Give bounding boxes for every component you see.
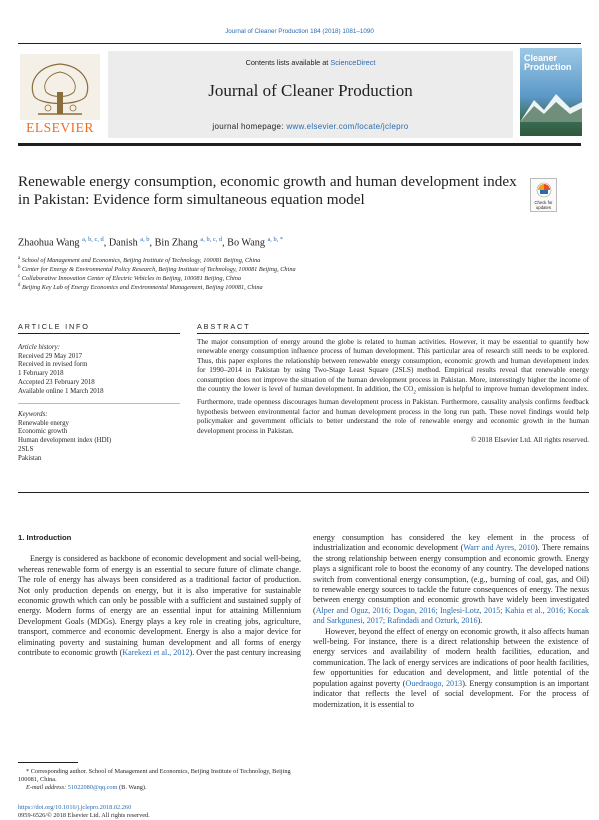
keyword: Human development index (HDI) [18,437,112,445]
affil-sup: c [18,274,21,279]
header-thick-rule [18,143,581,146]
history-item: Received in revised form [18,361,88,369]
abstract-part: The major consumption of energy around the globe is related to human activities. However, it may be essential to quantify how renewable energy consumption influence process of human development. This particular area of research still needs to be explored. Thus, this paper explores the relationship between renewable energy consumption, economic growth and human development index for 1990–2014 in Pakistan by using Two-Stage Least Square (2SLS) method. Empirical results reveal that renewable energy consumption does not improve the situation of the human development process in Pakistan. More, interestingly higher the income of the country the lower is level of human development. In addition, the CO [197,338,589,394]
abstract-text [197,338,589,445]
sciencedirect-link[interactable]: ScienceDirect [330,58,376,67]
elsevier-logo[interactable] [18,52,102,138]
body-paragraph [313,627,589,710]
email-line [18,784,301,792]
affil-sup: b [18,265,21,270]
abstract-heading: ABSTRACT [197,322,251,331]
article-history [18,344,180,396]
affil-text: School of Management and Economics, Beijing Institute of Technology, 100081 Beijing, China [21,257,261,265]
publisher-name: ELSEVIER [26,120,94,135]
article-info-heading: ARTICLE INFO [18,322,90,331]
affil-text: Collaborative Innovation Center of Electric Vehicles in Beijing, 100081 Beijing, China [21,275,242,283]
history-label: Article history: [18,344,60,351]
history-item: Available online 1 March 2018 [18,387,104,395]
author-list: Zhaohua Wang $^{a, b, c, d}$, Danish $^{a, b}$, Bin Zhang $^{a, b, c, d}$, Bo Wang $^{a, b, *}$ [18,236,284,249]
homepage-line [108,122,513,131]
citation-link[interactable]: Warr and Ayres, 2010 [463,543,535,553]
author-name[interactable]: Bin Zhang [154,237,198,249]
keyword: Economic growth [18,428,68,436]
journal-citation[interactable]: Journal of Cleaner Production 184 (2018) 1081–1090 [225,28,374,35]
keyword: Renewable energy [18,419,69,427]
citation-link[interactable]: Ouedraogo, 2013 [405,678,463,688]
info-divider [18,403,180,404]
text-run: ). Energy consumption is an important indicator that reflects the level of social development. For the process of modernization, it is essential to [313,678,589,709]
body-right-column [313,533,589,710]
citation-link[interactable]: Alper and Oguz, 2016; Dogan, 2016; Inglesi-Lotz, 2015; Kahia et al., 2016; Kocak and Sarkgunesi, 2017; Rafindadi and Ozturk, 2016 [313,605,589,626]
footnote-rule [18,762,78,763]
text-run: ). [477,616,483,626]
text-run: However, beyond the effect of energy on economic growth, it also affects human well-being. For instance, there is a direct relationship between the existence of energy services and availability of modern health facilities, education, and communication. The lack of energy services are indications of poor health facilities, few opportunities for education and development, and little potential of the population against poverty ( [313,626,589,688]
co2-subscript: 2 [413,390,416,396]
email-link[interactable]: 51022080@qq.com [67,784,118,791]
journal-cover[interactable] [520,48,582,136]
author-name[interactable]: Zhaohua Wang [18,237,80,249]
issn-line: 0959-6526/© 2018 Elsevier Ltd. All rights reserved. [18,812,150,819]
author-name[interactable]: Danish [108,237,138,249]
affiliation [18,283,263,291]
author-affil-sup[interactable]: a, b [140,236,150,243]
doi-link[interactable]: https://doi.org/10.1016/j.jclepro.2018.02.260 [18,804,132,811]
doi-block [18,804,150,820]
text-run: ). There remains the strong relationship between energy consumption and economic growth. Energy plays a significant role to boost the economy of any country. The developed nations switch from conventional energy consumption, (e.g., burning of coal, gas, and Oil) to renewable energy sources to tackle the future consequences of energy. The nexus between energy consumption and economic growth have widely been investigated ( [313,543,589,615]
keyword: Pakistan [18,454,42,462]
text-run: Energy is considered as backbone of economic development and social well-being, whereas renewable form of energy is an essential to secure future of climate change. The role of energy has always been considered as a traditional factor of production. Not only production depends on energy, but it is also imperative for sustainable economic growth which can only be possible with a sufficient and sustained supply of energy. Modern forms of energy are an essential input for attaining Millennium Development Goals (MDGs). Energy plays a key role in creating jobs, agriculture, transport, commerce and economic development. Energy is also a major device for eliminating poverty and sustaining human development and all forms of energy contribute to economic growth ( [18,554,301,658]
keywords [18,411,180,463]
contents-line [108,58,513,67]
abstract-bottom-rule [18,492,589,493]
body-paragraph [18,554,301,658]
top-rule [18,43,581,44]
homepage-prefix: journal homepage: [212,122,287,131]
journal-banner [108,51,513,138]
section-heading-introduction: 1. Introduction [18,533,72,542]
author-affil-sup[interactable]: a, b, * [267,236,284,243]
body-left-column [18,533,301,658]
abstract-copyright: © 2018 Elsevier Ltd. All rights reserved. [470,435,589,444]
journal-title[interactable]: Journal of Cleaner Production [208,81,413,100]
affil-text: Beijing Key Lab of Energy Economics and Environmental Management, Beijing 100081, China [21,284,263,292]
keyword: 2SLS [18,445,34,453]
history-item: Received 29 May 2017 [18,352,83,360]
affil-sup: a [18,256,21,261]
abstract-part: emission is helpful to improve human development index. Furthermore, trade openness discourages human development process in Pakistan. Furthermore, causality analysis confirms feedback hypothesis between environmental factor and human development process in the long run path. These novel findings would help policymaker and government officials to better understand the role of renewable energy and economic growth in the human development process in Pakistan. [197,385,589,435]
author-affil-sup[interactable]: a, b, c, d [200,236,223,243]
cover-title: Cleaner Production [524,53,572,72]
email-suffix: (B. Wang). [117,784,147,791]
elsevier-tree-icon [18,52,102,122]
citation-link[interactable]: Karekezi et al., 2012 [122,648,190,658]
keywords-label: Keywords: [18,411,48,418]
corresponding-author: * Corresponding author. School of Management and Economics, Beijing Institute of Technology, Beijing 100081, China. [18,768,291,783]
abstract-rule [197,333,589,334]
footnote [18,768,301,792]
text-run: ). Over the past century increasing [189,648,301,658]
check-for-updates-badge[interactable] [530,178,557,212]
affil-text: Center for Energy & Environmental Policy Research, Beijing Institute of Technology, 100081 Beijing, China [21,266,296,274]
info-rule [18,333,180,334]
update-icon [536,182,552,198]
history-item: Accepted 23 February 2018 [18,378,95,386]
email-label: E-mail address: [26,784,68,791]
text-run: energy consumption has considered the key element in the process of industrialization and economic development ( [313,533,589,553]
affiliation [18,265,296,273]
author-name[interactable]: Bo Wang [227,237,265,249]
badge-label: Check for updates [534,200,553,210]
homepage-link[interactable]: www.elsevier.com/locate/jclepro [286,122,409,131]
author-affil-sup[interactable]: a, b, c, d [82,236,104,243]
article-title: Renewable energy consumption, economic growth and human development index in Pakistan: Evidence form simultaneous equation model [18,173,517,208]
history-item: 1 February 2018 [18,370,64,378]
affiliation [18,274,241,282]
mountain-icon [520,92,582,122]
body-paragraph [313,533,589,627]
affiliation [18,256,260,264]
contents-prefix: Contents lists available at [245,58,331,67]
affil-sup: d [18,283,21,288]
